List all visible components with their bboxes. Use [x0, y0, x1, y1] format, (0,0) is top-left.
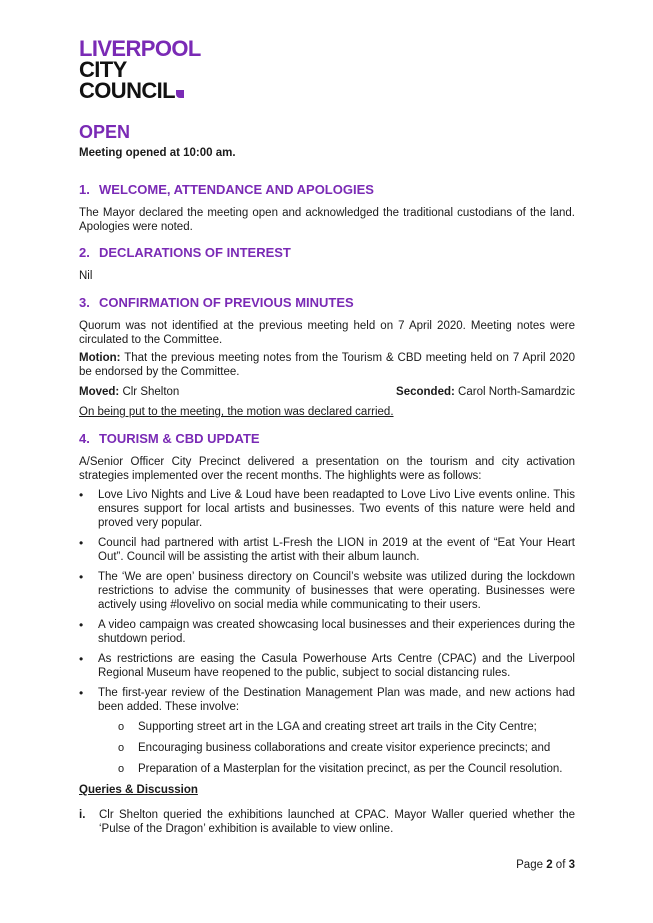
logo-line-liverpool: LIVERPOOL [79, 36, 201, 61]
section-2-title: DECLARATIONS OF INTEREST [99, 245, 291, 260]
hollow-bullet-icon: o [118, 742, 125, 754]
list-item [79, 686, 575, 776]
moved-seconded-row [79, 385, 575, 399]
section-3-title: CONFIRMATION OF PREVIOUS MINUTES [99, 295, 354, 310]
sub-list-item [98, 762, 575, 776]
list-item-text: A video campaign was created showcasing local businesses and their experiences during the shutdown period. [98, 619, 575, 645]
bullet-icon: • [79, 488, 84, 502]
page-label: Page [516, 859, 547, 871]
moved-field [79, 385, 179, 399]
section-1-number: 1. [79, 182, 90, 197]
seconded-label: Seconded: [396, 386, 455, 398]
section-2-number: 2. [79, 245, 90, 260]
seconded-field [396, 385, 575, 399]
list-item-text: The ‘We are open’ business directory on Council’s website was utilized during the lockdown restrictions to advise the community of businesses that were operating. Businesses were actively using #lovelivo on social media while communicating to their users. [98, 571, 575, 611]
sub-list [98, 720, 575, 776]
list-item-text: Council had partnered with artist L-Fresh the LION in 2019 at the event of “Eat Your Heart Out”. Council will be assisting the artist with their album launch. [98, 537, 575, 563]
page-current: 2 [546, 859, 553, 871]
sub-list-item [98, 741, 575, 755]
list-item-text: The first-year review of the Destination Management Plan was made, and new actions had been added. These involve: [98, 687, 575, 713]
section-1-body: The Mayor declared the meeting open and acknowledged the traditional custodians of the land. Apologies were noted. [79, 207, 575, 233]
council-logo [79, 38, 229, 101]
highlights-list [79, 488, 575, 783]
list-item-text: Love Livo Nights and Live & Loud have been readapted to Love Livo Live events online. This ensures support for local artists and businesses. Two events of this nature were held and proved very popular. [98, 489, 575, 529]
meeting-opened-text: Meeting opened at 10:00 am. [79, 147, 236, 159]
bullet-icon: • [79, 570, 84, 584]
page-number [516, 858, 575, 872]
motion-carried-text: On being put to the meeting, the motion was declared carried. [79, 406, 394, 418]
list-item [79, 618, 575, 646]
section-2-body: Nil [79, 270, 93, 282]
bullet-icon: • [79, 618, 84, 632]
list-item [79, 570, 575, 612]
query-text: Clr Shelton queried the exhibitions launched at CPAC. Mayor Waller queried whether the ‘Pulse of the Dragon’ exhibition is available to view online. [99, 809, 575, 835]
open-heading: OPEN [79, 122, 131, 142]
list-item [79, 488, 575, 530]
hollow-bullet-icon: o [118, 721, 125, 733]
list-item-text: As restrictions are easing the Casula Powerhouse Arts Centre (CPAC) and the Liverpool Regional Museum have reopened to the public, subject to social distancing rules. [98, 653, 575, 679]
sub-list-item-text: Encouraging business collaborations and create visitor experience precincts; and [138, 742, 551, 754]
section-3-heading [79, 295, 354, 311]
logo-line-council-text: COUNCIL [79, 78, 176, 103]
list-item [79, 652, 575, 680]
section-4-heading [79, 431, 260, 447]
logo-mark-icon [176, 90, 184, 98]
list-item [79, 536, 575, 564]
moved-label: Moved: [79, 386, 120, 398]
section-1-heading [79, 182, 374, 198]
sub-list-item-text: Preparation of a Masterplan for the visitation precinct, as per the Council resolution. [138, 763, 563, 775]
section-4-title: TOURISM & CBD UPDATE [99, 431, 260, 446]
moved-value: Clr Shelton [119, 386, 180, 398]
sub-list-item [98, 720, 575, 734]
section-4-intro: A/Senior Officer City Precinct delivered a presentation on the tourism and city activation strategies implemented over the recent months. The highlights were as follows: [79, 456, 575, 482]
motion-paragraph [79, 351, 575, 379]
seconded-value: Carol North-Samardzic [454, 386, 575, 398]
sub-list-item-text: Supporting street art in the LGA and creating street art trails in the City Centre; [138, 721, 537, 733]
motion-label: Motion: [79, 352, 121, 364]
bullet-icon: • [79, 536, 84, 550]
bullet-icon: • [79, 686, 84, 700]
section-3-body: Quorum was not identified at the previous meeting held on 7 April 2020. Meeting notes were circulated to the Committee. [79, 320, 575, 346]
logo-line-city: CITY [79, 57, 127, 82]
query-item [79, 808, 575, 836]
section-1-title: WELCOME, ATTENDANCE AND APOLOGIES [99, 182, 374, 197]
logo-line-council [79, 80, 229, 101]
page-of: of [552, 859, 569, 871]
hollow-bullet-icon: o [118, 763, 125, 775]
section-3-number: 3. [79, 295, 90, 310]
section-4-number: 4. [79, 431, 90, 446]
page-total: 3 [568, 859, 575, 871]
query-number: i. [79, 809, 86, 821]
queries-heading: Queries & Discussion [79, 784, 198, 796]
bullet-icon: • [79, 652, 84, 666]
section-2-heading [79, 245, 291, 261]
motion-text: That the previous meeting notes from the Tourism & CBD meeting held on 7 April 2020 be endorsed by the Committee. [79, 352, 575, 378]
